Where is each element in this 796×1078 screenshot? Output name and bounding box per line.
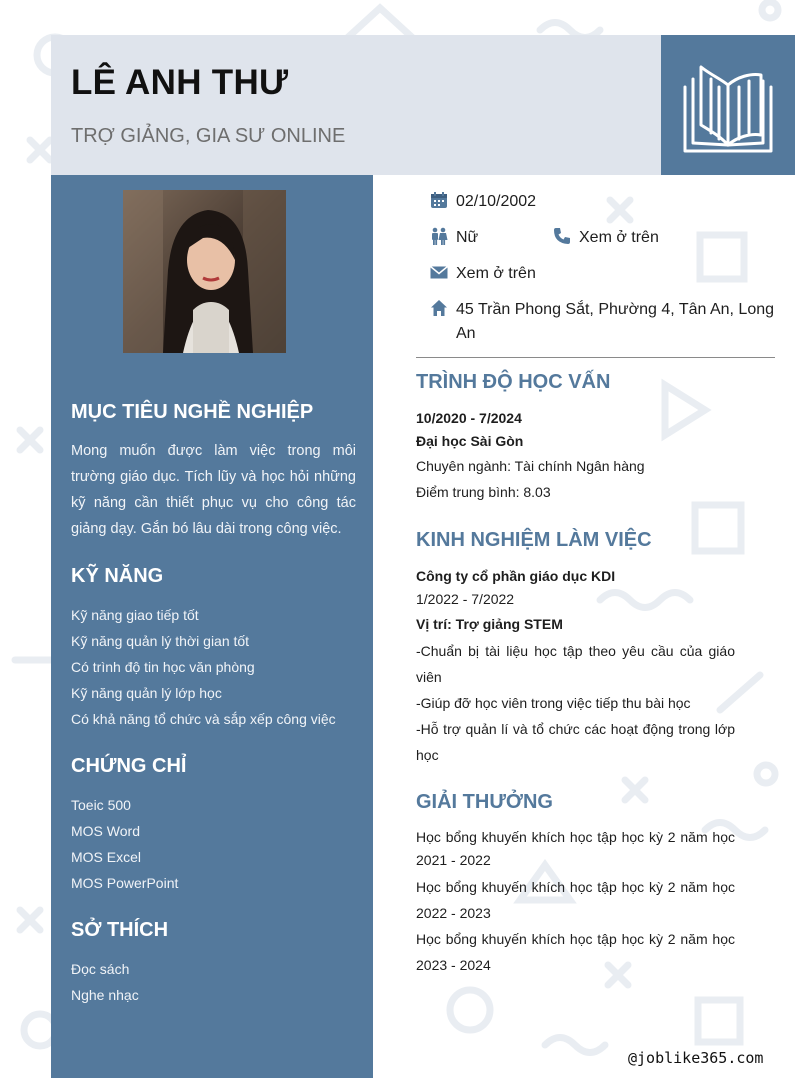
- experience-duty: -Hỗ trợ quản lí và tổ chức các hoạt động trong lớp học: [416, 721, 735, 763]
- experience-title: KINH NGHIỆM LÀM VIỆC: [416, 529, 652, 551]
- award-item: Học bổng khuyến khích học tập học kỳ 2 năm học 2023 - 2024: [416, 931, 735, 973]
- education-gpa: Điểm trung bình: 8.03: [416, 484, 551, 500]
- birthday-value: 02/10/2002: [456, 193, 537, 210]
- skill-item: Kỹ năng giao tiếp tốt: [71, 607, 199, 623]
- contact-divider: [416, 357, 775, 358]
- sidebar: [51, 175, 373, 1078]
- award-item: Học bổng khuyến khích học tập học kỳ 2 năm học 2022 - 2023: [416, 879, 735, 921]
- address-value: 45 Trần Phong Sắt, Phường 4, Tân An, Long An: [456, 301, 775, 342]
- education-school: Đại học Sài Gòn: [416, 433, 524, 449]
- profile-photo: [123, 190, 286, 353]
- certificate-item: MOS PowerPoint: [71, 875, 179, 891]
- email-row: [430, 262, 536, 286]
- experience-duty: -Chuẩn bị tài liệu học tập theo yêu cầu của giáo viên: [416, 643, 735, 685]
- experience-position: Vị trí: Trợ giảng STEM: [416, 616, 563, 632]
- hobbies-list: [71, 956, 139, 1008]
- email-value: Xem ở trên: [456, 265, 536, 282]
- experience-duty: -Giúp đỡ học viên trong việc tiếp thu bài học: [416, 695, 691, 711]
- home-icon: [430, 299, 456, 322]
- certificate-item: MOS Word: [71, 823, 140, 839]
- calendar-icon: [430, 191, 456, 214]
- hobby-item: Nghe nhạc: [71, 987, 139, 1003]
- skills-list: [71, 602, 336, 732]
- gender-value: Nữ: [456, 229, 479, 246]
- logo-box: [661, 35, 795, 175]
- gender-row: [430, 226, 478, 250]
- certificate-item: Toeic 500: [71, 797, 131, 813]
- open-book-icon: [681, 59, 775, 153]
- education-major: Chuyên ngành: Tài chính Ngân hàng: [416, 458, 645, 474]
- certificates-list: [71, 792, 178, 896]
- header: [51, 35, 661, 175]
- phone-icon: [553, 227, 579, 250]
- skill-item: Có trình độ tin học văn phòng: [71, 659, 255, 675]
- candidate-name: LÊ ANH THƯ: [71, 63, 289, 102]
- objective-title: MỤC TIÊU NGHỀ NGHIỆP: [71, 401, 314, 423]
- skills-title: KỸ NĂNG: [71, 565, 164, 587]
- education-title: TRÌNH ĐỘ HỌC VẤN: [416, 371, 611, 393]
- skill-item: Kỹ năng quản lý thời gian tốt: [71, 633, 250, 649]
- education-period: 10/2020 - 7/2024: [416, 410, 522, 426]
- award-item: Học bổng khuyến khích học tập học kỳ 2 năm học 2021 - 2022: [416, 829, 735, 868]
- certificates-title: CHỨNG CHỈ: [71, 755, 187, 777]
- envelope-icon: [430, 263, 456, 286]
- job-title: TRỢ GIẢNG, GIA SƯ ONLINE: [71, 125, 346, 147]
- hobbies-title: SỞ THÍCH: [71, 919, 169, 941]
- phone-row: [553, 226, 659, 250]
- certificate-item: MOS Excel: [71, 849, 142, 865]
- experience-period: 1/2022 - 7/2022: [416, 591, 515, 607]
- experience-company: Công ty cổ phần giáo dục KDI: [416, 568, 616, 584]
- skill-item: Kỹ năng quản lý lớp học: [71, 685, 222, 701]
- skill-item: Có khả năng tổ chức và sắp xếp công việc: [71, 711, 336, 727]
- awards-title: GIẢI THƯỞNG: [416, 791, 553, 813]
- address-row: [430, 298, 775, 346]
- watermark: @joblike365.com: [628, 1049, 764, 1067]
- objective-text: Mong muốn được làm việc trong môi trường giáo dục. Tích lũy và học hỏi những kỹ năng cần thiết phục vụ cho công tác giảng dạy. Gắn bó lâu dài trong công việc.: [71, 443, 356, 537]
- hobby-item: Đọc sách: [71, 961, 130, 977]
- phone-value: Xem ở trên: [579, 229, 659, 246]
- gender-icon: [430, 227, 456, 250]
- birthday-row: [430, 190, 536, 214]
